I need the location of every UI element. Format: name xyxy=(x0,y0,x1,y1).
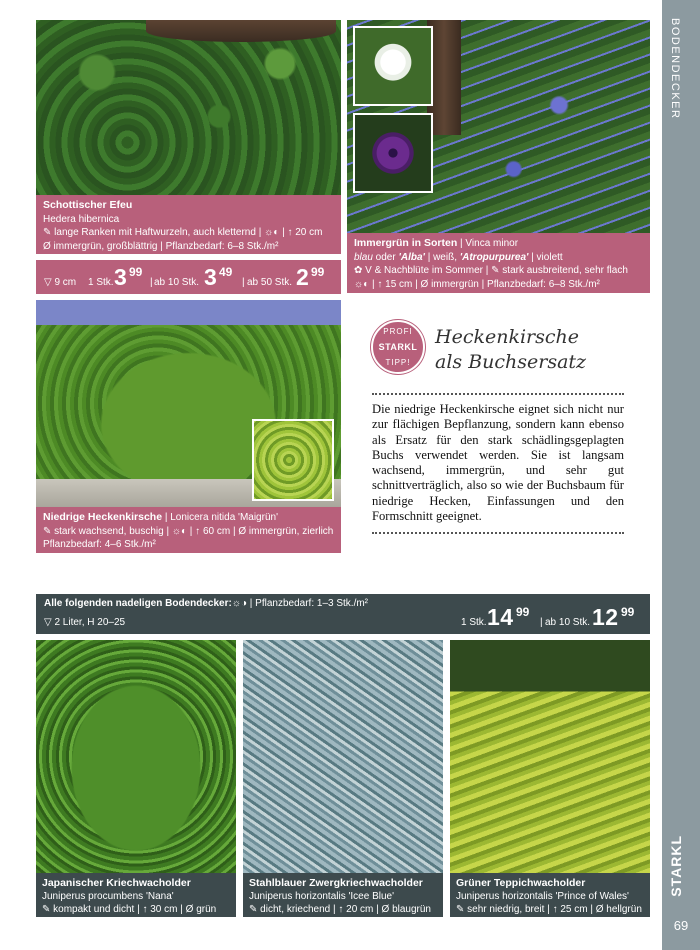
heckenkirsche-line3: Pflanzbedarf: 4–6 Stk./m² xyxy=(43,539,156,550)
efeu-info-box xyxy=(36,195,341,254)
category-label: BODENDECKER xyxy=(669,18,681,120)
juniper-latin: Juniperus horizontalis 'Prince of Wales' xyxy=(456,891,629,902)
hedge-inset xyxy=(252,419,334,501)
juniper-nana-photo xyxy=(36,640,236,873)
juniper-latin: Juniperus horizontalis 'Icee Blue' xyxy=(249,891,395,902)
conifer-price1-main: 14 xyxy=(487,604,514,630)
price3-cents: 99 xyxy=(311,265,325,279)
vinca-violett: | violett xyxy=(528,251,563,263)
price3-label: ab 50 Stk. xyxy=(247,277,293,288)
price1-main: 3 xyxy=(114,264,128,290)
juniper-desc: ✎ sehr niedrig, breit | ↑ 25 cm | Ø hellgrün xyxy=(456,904,642,915)
pot-size: ▽ 9 cm xyxy=(44,277,77,288)
efeu-title: Schottischer Efeu xyxy=(43,199,133,211)
conifer-price2-cents: 99 xyxy=(621,605,635,619)
divider: | xyxy=(150,277,153,288)
white-flower-inset xyxy=(353,26,433,106)
juniper-desc: ✎ kompakt und dicht | ↑ 30 cm | Ø grün xyxy=(42,904,217,915)
efeu-line1: ✎ lange Ranken mit Haftwurzeln, auch kletternd | ☼◐ | ↑ 20 cm xyxy=(43,227,323,238)
efeu-line2: Ø immergrün, großblättrig | Pflanzbedarf: 6–8 Stk./m² xyxy=(43,240,279,252)
vinca-title: Immergrün in Sorten xyxy=(354,237,458,249)
conifer-heading-rest: ☼◑ | Pflanzbedarf: 1–3 Stk./m² xyxy=(231,598,369,609)
badge-top: PROFI xyxy=(383,327,413,336)
price3-main: 2 xyxy=(296,264,310,290)
juniper-prince-photo xyxy=(450,640,650,873)
vinca-weiss: | weiß, xyxy=(424,251,460,263)
heckenkirsche-title: Niedrige Heckenkirsche xyxy=(43,511,163,523)
tip-title xyxy=(435,325,586,375)
conifer-heading: Alle folgenden nadeligen Bodendecker: xyxy=(44,598,232,609)
page-number: 69 xyxy=(673,918,689,933)
juniper-title: Japanischer Kriechwacholder xyxy=(42,877,191,889)
efeu-latin: Hedera hibernica xyxy=(43,213,120,225)
sidebar xyxy=(662,0,700,950)
conifer-pot: ▽ 2 Liter, H 20–25 xyxy=(44,617,126,628)
brand-logo: STARKL xyxy=(668,835,684,897)
tip-text: Die niedrige Heckenkirsche eignet sich nicht nur zur flächigen Bepflanzung, sondern kann ebenso als Ersatz für den stark schädlingsgeplagten Buchs verwendet werden. Sie ist langsam wachsend, immergrün, und sehr gut schnittverträglich, also so wie der Buchsbaum für niedrige Hecken, Einfassungen und den Formschnitt geeignet. xyxy=(372,402,624,524)
juniper-caption xyxy=(243,873,443,917)
juniper-title: Stahlblauer Zwergkriechwacholder xyxy=(249,877,423,889)
juniper-latin: Juniperus procumbens 'Nana' xyxy=(42,891,174,902)
purple-flower-inset xyxy=(353,113,433,193)
divider: | xyxy=(242,277,245,288)
vinca-alba: 'Alba' xyxy=(398,251,425,263)
vinca-line4: ☼◐ | ↑ 15 cm | Ø immergrün | Pflanzbedarf: 6–8 Stk./m² xyxy=(354,278,600,290)
vinca-blue: blau xyxy=(354,251,373,263)
tip-title-line1: Heckenkirsche xyxy=(435,326,579,348)
ivy-photo xyxy=(36,20,341,195)
heckenkirsche-line2: ✎ stark wachsend, buschig | ☼◐ | ↑ 60 cm | Ø immergrün, zierlich xyxy=(43,525,334,537)
vinca-oder: oder xyxy=(372,251,399,263)
heckenkirsche-latin: | Lonicera nitida 'Maigrün' xyxy=(162,512,278,523)
juniper-icee-blue-photo xyxy=(243,640,443,873)
dotted-divider-bottom xyxy=(372,532,624,534)
vinca-latin: | Vinca minor xyxy=(457,238,519,249)
conifer-price1-cents: 99 xyxy=(516,605,530,619)
dotted-divider-top xyxy=(372,393,624,395)
price1-label: 1 Stk. xyxy=(88,277,114,288)
badge-bot: TIPP! xyxy=(385,358,411,367)
tree-trunk xyxy=(146,20,336,42)
vinca-info-box xyxy=(347,233,650,293)
price2-main: 3 xyxy=(204,264,218,290)
heckenkirsche-info-box xyxy=(36,507,341,553)
juniper-caption xyxy=(450,873,650,917)
price2-cents: 49 xyxy=(219,265,233,279)
divider: | xyxy=(540,617,543,628)
profi-tipp-badge xyxy=(371,320,425,374)
conifer-price1-label: 1 Stk. xyxy=(461,617,487,628)
juniper-desc: ✎ dicht, kriechend | ↑ 20 cm | Ø blaugrün xyxy=(249,904,431,915)
conifer-price2-label: ab 10 Stk. xyxy=(545,617,591,628)
price1-cents: 99 xyxy=(129,265,143,279)
conifer-price-bar xyxy=(36,594,650,634)
badge-mid: STARKL xyxy=(378,342,418,352)
tip-title-line2: als Buchsersatz xyxy=(435,351,587,373)
conifer-price2-main: 12 xyxy=(592,604,619,630)
price2-label: ab 10 Stk. xyxy=(154,277,200,288)
vinca-line3: ✿ V & Nachblüte im Sommer | ✎ stark ausbreitend, sehr flach xyxy=(354,265,628,276)
efeu-price-bar xyxy=(36,260,341,294)
vinca-atro: 'Atropurpurea' xyxy=(459,251,529,263)
juniper-title: Grüner Teppichwacholder xyxy=(456,877,586,889)
juniper-caption xyxy=(36,873,236,917)
